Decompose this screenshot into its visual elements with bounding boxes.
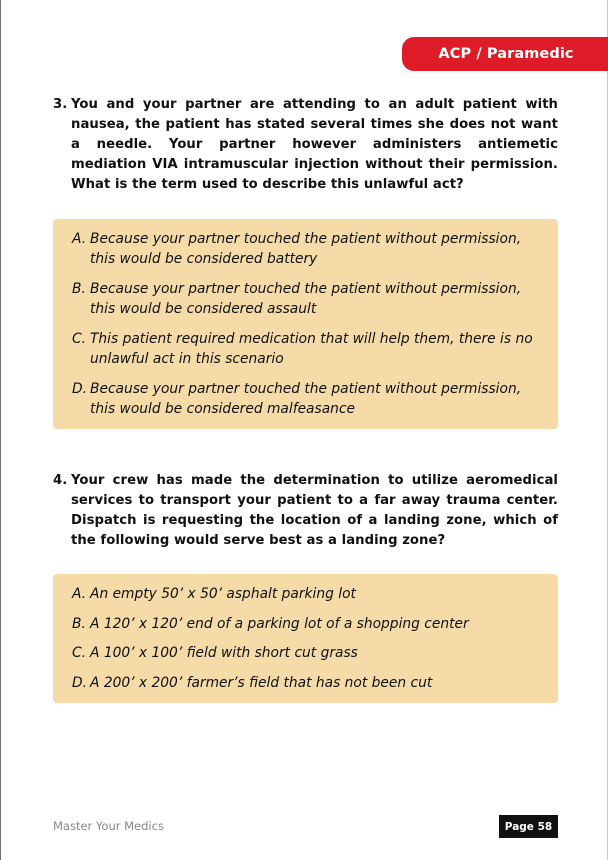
page-number: Page 58 (504, 820, 553, 833)
option-letter: D. (72, 674, 88, 691)
footer-brand: Master Your Medics (53, 819, 164, 833)
answer-options-4 (53, 574, 558, 703)
option-text: A 200’ x 200’ farmer’s field that has not been cut (90, 674, 433, 691)
answer-option[interactable] (53, 614, 558, 634)
option-letter: D. (72, 381, 88, 397)
option-text: Because your partner touched the patient without permission, this would be considered battery (90, 231, 522, 267)
option-letter: A. (72, 586, 87, 602)
question-4 (53, 471, 558, 551)
option-letter: A. (72, 231, 87, 247)
option-letter: B. (72, 615, 86, 632)
answer-option[interactable] (53, 643, 558, 663)
option-text: Because your partner touched the patient without permission, this would be considered assault (90, 281, 522, 317)
page-number-badge (499, 815, 558, 838)
answer-option[interactable] (53, 229, 558, 269)
question-text: You and your partner are attending to an adult patient with nausea, the patient has stated several times she does not want a needle. Your partner however administers antiemetic mediation VIA intramuscular injection without their permission. What is the term used to describe this unlawful act? (71, 97, 558, 192)
answer-option[interactable] (53, 329, 558, 369)
question-3 (53, 95, 558, 195)
option-letter: C. (72, 331, 87, 347)
option-letter: C. (72, 645, 87, 661)
section-header-tab (402, 37, 608, 71)
option-text: Because your partner touched the patient without permission, this would be considered malfeasance (90, 381, 522, 417)
question-text: Your crew has made the determination to utilize aeromedical services to transport your patient to a far away trauma center. Dispatch is requesting the location of a landing zone, which of the following would serve best as a landing zone? (71, 473, 558, 548)
answer-option[interactable] (53, 279, 558, 319)
option-text: A 120’ x 120’ end of a parking lot of a shopping center (90, 615, 469, 632)
page-left-edge (0, 0, 1, 860)
option-letter: B. (72, 281, 86, 297)
section-header-label: ACP / Paramedic (438, 46, 574, 62)
question-number: 4. (53, 473, 68, 488)
answer-option[interactable] (53, 584, 558, 604)
question-number: 3. (53, 97, 68, 112)
option-text: This patient required medication that will help them, there is no unlawful act in this scenario (90, 331, 533, 367)
option-text: An empty 50’ x 50’ asphalt parking lot (90, 586, 356, 602)
answer-option[interactable] (53, 379, 558, 419)
option-text: A 100’ x 100’ field with short cut grass (90, 645, 358, 661)
answer-options-3 (53, 219, 558, 429)
answer-option[interactable] (53, 673, 558, 693)
